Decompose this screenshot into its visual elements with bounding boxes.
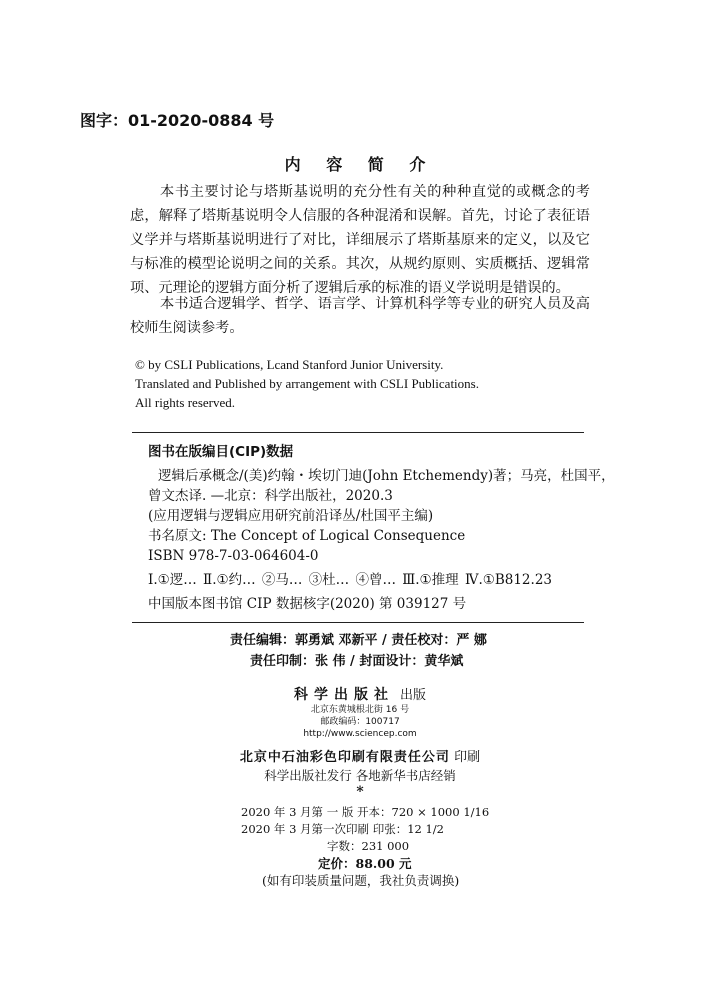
cip-series: (应用逻辑与逻辑应用研究前沿译丛/杜国平主编)	[148, 508, 434, 524]
distribution-line: 科学出版社发行 各地新华书店经销	[264, 768, 456, 783]
summary-paragraph-2: 本书适合逻辑学、哲学、语言学、计算机科学等专业的研究人员及高校师生阅读参考。	[130, 296, 590, 336]
publisher-postcode: 邮政编码：100717	[320, 717, 400, 727]
spec-printing: 2020 年 3 月第一次印刷 印张：12 1/2	[241, 822, 445, 836]
copyright-line: All rights reserved.	[135, 395, 236, 410]
publisher-address: 北京东黄城根北街 16 号	[310, 705, 410, 715]
copyright-line: © by CSLI Publications, Lcand Stanford Junior University.	[135, 357, 444, 372]
cip-original-title: 书名原文: The Concept of Logical Consequence	[148, 528, 466, 544]
publisher-verb: 出版	[399, 688, 426, 703]
credits	[0, 630, 720, 672]
copyright-line: Translated and Published by arrangement with CSLI Publications.	[135, 376, 479, 391]
summary-title: 内 容 简 介	[284, 155, 436, 174]
credits-production: 责任印制：张 伟 / 封面设计：黄华斌	[250, 654, 464, 669]
cip-top-rule	[132, 432, 584, 433]
separator-star: *	[356, 784, 364, 800]
printer-line	[0, 746, 720, 765]
registration-number: 图字：01-2020-0884 号	[80, 111, 275, 130]
summary-paragraph-1: 本书主要讨论与塔斯基说明的充分性有关的种种直觉的或概念的考虑，解释了塔斯基说明令人信服的各种混淆和误解。首先，讨论了表征语义学并与塔斯基说明进行了对比，详细展示了塔斯基原来的定义，以及它与标准的模型论说明之间的关系。其次，从规约原则、实质概括、逻辑常项、元理论的逻辑方面分析了逻辑后承的标准的语义学说明是错误的。	[130, 184, 590, 296]
printer-name: 北京中石油彩色印刷有限责任公司	[239, 750, 450, 765]
spec-notice: (如有印装质量问题，我社负责调换)	[262, 873, 460, 888]
cip-bottom-rule	[132, 622, 584, 623]
cip-block	[148, 466, 615, 614]
spec-price: 定价：88.00 元	[318, 856, 412, 871]
cip-classification: Ⅰ.①逻… Ⅱ.①约… ②马… ③杜… ④曾… Ⅲ.①推理 Ⅳ.①B812.23	[148, 572, 552, 588]
publisher-block	[0, 684, 720, 740]
spec-edition: 2020 年 3 月第 一 版 开本：720 × 1000 1/16	[241, 805, 490, 819]
spec-word-count: 字数：231 000	[327, 839, 410, 853]
publisher-url: http://www.sciencep.com	[303, 729, 417, 739]
cip-heading: 图书在版编目(CIP)数据	[148, 444, 294, 460]
printer-verb: 印刷	[454, 750, 481, 765]
specs-block	[0, 804, 720, 889]
cip-title-line: 逻辑后承概念/(美)约翰・埃切门迪(John Etchemendy)著；马亮，杜国平，	[158, 468, 615, 484]
copyright-notice	[135, 355, 479, 412]
cip-number: 中国版本图书馆 CIP 数据核字(2020) 第 039127 号	[148, 596, 467, 612]
publisher-name: 科学出版社	[293, 687, 394, 703]
credits-editors: 责任编辑：郭勇斌 邓新平 / 责任校对：严 娜	[230, 633, 487, 648]
cip-isbn: ISBN 978-7-03-064604-0	[148, 548, 319, 564]
cip-title-line: 曾文杰译. —北京：科学出版社，2020.3	[148, 488, 393, 504]
